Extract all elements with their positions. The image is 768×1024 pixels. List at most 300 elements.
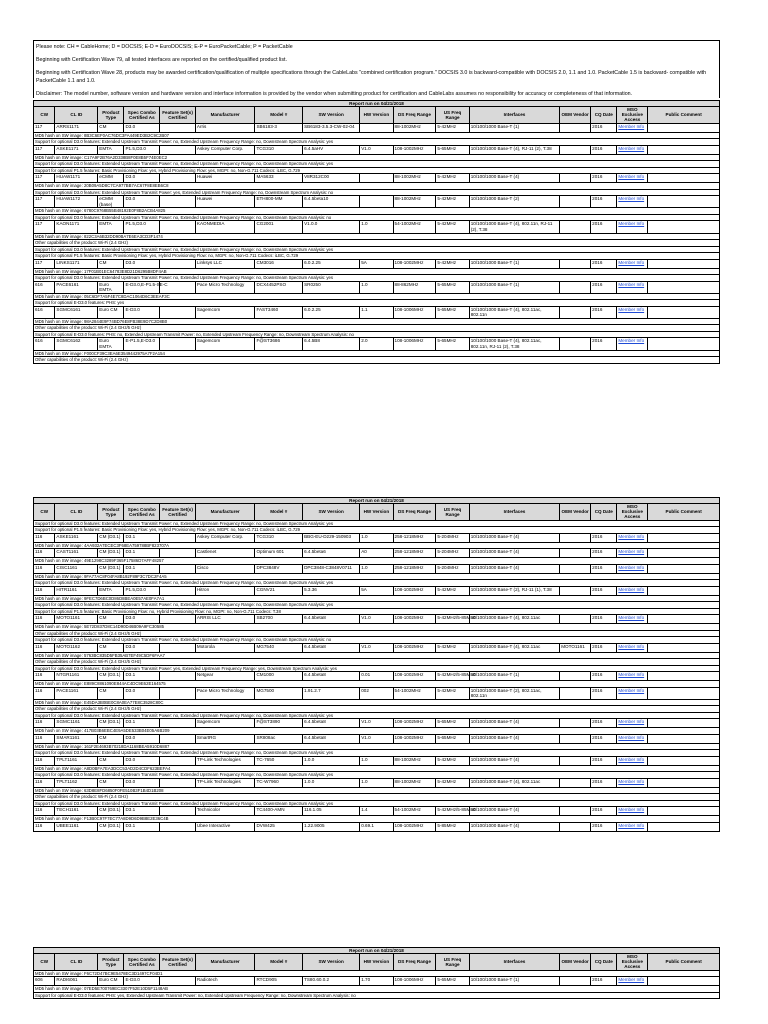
table-cell: Huawei (195, 174, 255, 183)
column-header: MSO Exclusive Access (617, 504, 648, 521)
table-cell: A0 (360, 549, 393, 558)
table-cell: 5-42MHz (436, 778, 469, 787)
product-row (34, 259, 720, 268)
table-cell (648, 338, 720, 350)
product-detail-text: MD5 hash on SW image: 5763BC835D5FB35AB7EF49C5DF6FAA7 (34, 652, 720, 659)
table-cell: HUAW1172 (55, 196, 98, 208)
column-header: Interfaces (469, 504, 559, 521)
product-detail-text: MD5 hash on SW image: E45DA3B0BE0C8A0EA77E8C3528C80C (34, 699, 720, 706)
product-detail-text: MD5 hash on SW image: 98A2844E9F74BD76E8FB38E9D7C2D8B0 (34, 318, 720, 325)
table-cell (617, 564, 648, 573)
table-cell: 6.4.5beta8 (303, 672, 360, 681)
table-cell: 108-1002MHz (393, 822, 436, 831)
product-detail-text: MD5 hash on SW image: 6780C9768B55B48192E0F8B2ACB4A825 (34, 208, 720, 215)
table-cell: 10/100/1000 Base-T (4) (469, 807, 559, 816)
table-cell: SR808ac (255, 734, 303, 743)
table-cell: 2016 (591, 615, 617, 624)
table-cell: P1.5,D3.0 (124, 221, 160, 233)
table-cell: 5-65MHz (436, 306, 469, 318)
table-cell (648, 719, 720, 728)
product-detail-text: MD5 hash on SW image: 63D8E8FD6850F0FE510B3F1B4D1B208 (34, 787, 720, 794)
table-cell: CM (D3.1) (98, 672, 124, 681)
table-cell (560, 281, 591, 293)
member-info-link[interactable]: Member Info (618, 977, 645, 983)
product-detail-text: MD5 hash on SW image: 822C3A6B32DD90BA7E6EA3CD3F1474 (34, 233, 720, 240)
table-cell: TS80.60.0.2 (303, 977, 360, 986)
member-info-link[interactable]: Member Info (618, 564, 645, 570)
table-cell: 258-1218MHz (393, 549, 436, 558)
product-row (34, 778, 720, 787)
product-detail-text: Support for optional D3.0 features: Extended Upstream Transmit Power: no, Extended Upstream Frequency Range: no, Downstream Spectrum Analysis: yes (34, 580, 720, 587)
table-cell: TECH1161 (55, 807, 98, 816)
table-cell (617, 145, 648, 154)
table-cell: 10/100/1000 Base-T (4), RJ-11 (2), T.38 (469, 145, 559, 154)
table-cell: 10/100/1000 Base-T (4) (469, 174, 559, 183)
product-row (34, 196, 720, 208)
table-cell: Euro EMTA (98, 338, 124, 350)
column-header: Spec Combo Certified As (124, 107, 160, 124)
table-cell: 10/100/1000 Base-T (2), RJ-11 (1), T.38 (469, 586, 559, 595)
table-cell: 88-1002MHz (393, 196, 436, 208)
table-cell: ASKE1171 (55, 145, 98, 154)
member-info-link[interactable]: Member Info (618, 338, 645, 344)
table-cell: CM (D3.1) (98, 533, 124, 542)
table-cell: 002 (360, 687, 393, 699)
product-detail-text: MD5 hash on SW image: 05C6DF7A5F4E7C8DAC1064D6C3EEAF3C (34, 293, 720, 300)
column-header: OEM Vendor (560, 504, 591, 521)
product-row (34, 807, 720, 816)
table-cell: DPC3848V (255, 564, 303, 573)
table-cell: HUAW1171 (55, 174, 98, 183)
column-header: DS Freq Range (393, 954, 436, 971)
column-header: Feature Set(s) Certified (160, 504, 196, 521)
product-detail-text: Support for optional D3.0 features: Extended Upstream Transmit Power: no, Extended Upstream Frequency Range: no, Downstream Spectrum Analysis: yes (34, 161, 720, 168)
table-cell: MA5633 (255, 174, 303, 183)
member-info-link[interactable]: Member Info (618, 719, 645, 725)
member-info-link[interactable]: Member Info (618, 586, 645, 592)
table-cell (648, 549, 720, 558)
table-cell: ASKE1161 (55, 533, 98, 542)
table-cell: CAST1161 (55, 549, 98, 558)
product-detail-text: Support for optional P1.5 features: Basic Provisioning Flow: yes, Hybrid Provisioning Flow: yes, MGPI: no, Non-G.711 Codecs: iLBC, G.729 (34, 167, 720, 174)
table-cell: 2016 (591, 123, 617, 132)
product-row (34, 977, 720, 986)
table-cell: MG7500 (255, 687, 303, 699)
table-cell: 116 (34, 564, 55, 573)
column-header: Manufacturer (195, 504, 255, 521)
member-info-link[interactable]: Member Info (618, 756, 645, 762)
table-cell (160, 533, 196, 542)
member-info-link[interactable]: Member Info (618, 259, 645, 265)
table-cell: ETH800-MM (255, 196, 303, 208)
table-cell: 5-42MHz/5-85MHz (436, 672, 469, 681)
table-cell: P1.5,D3.0 (124, 145, 160, 154)
table-cell (617, 807, 648, 816)
table-cell (617, 778, 648, 787)
table-cell (617, 687, 648, 699)
table-cell: 10/100/1000 Base-T (1) (469, 123, 559, 132)
member-info-link[interactable]: Member Info (618, 687, 645, 693)
product-detail-text: MD5 hash on SW image: 9FA77AC8F04FA8B192F89F3C7DC2F4A5 (34, 573, 720, 580)
table-cell: 5-204MHz (436, 564, 469, 573)
table-cell: 0.01 (360, 672, 393, 681)
table-cell: 116 (34, 549, 55, 558)
table-cell (160, 643, 196, 652)
note-wave-28: Beginning with Certification Wave 28, products may be awarded certification/qualification of multiple specifications through the CableLabs "combined certification program." DOCSIS 3.0 is backward-compatible with DOCSIS 2.0, 1.1 and 1.0. PacketCable 1.5 is backward- compatible with PacketCable 1.1 and 1.0. (36, 70, 707, 84)
table-cell: 108-1002MHz (393, 259, 436, 268)
table-cell: Pace Micro Technology (195, 281, 255, 293)
table-cell (617, 549, 648, 558)
table-cell: E-P1.5,E-D3.0 (124, 338, 160, 350)
table-cell: 10/100/1000 Base-T (1) (469, 259, 559, 268)
column-header: OEM Vendor (560, 107, 591, 124)
table-cell: 2016 (591, 145, 617, 154)
table-cell (560, 734, 591, 743)
table-cell: 88-1002MHz (393, 174, 436, 183)
table-cell: V1.0 (360, 734, 393, 743)
table-cell: EMTA (98, 586, 124, 595)
table-cell: 108-1002MHz (393, 734, 436, 743)
member-info-link[interactable]: Member Info (618, 778, 645, 784)
column-header: Manufacturer (195, 107, 255, 124)
table-cell (160, 807, 196, 816)
table-cell: KAONMEDIA (195, 221, 255, 233)
table-cell: Hitron (195, 586, 255, 595)
table-cell: 1.1 (360, 306, 393, 318)
table-cell: SB2700 (255, 615, 303, 624)
table-cell: 108-1002MHz (393, 672, 436, 681)
table-cell: D3.0 (124, 259, 160, 268)
table-cell: 5-42MHz (436, 221, 469, 233)
table-cell (160, 778, 196, 787)
product-detail-text: MD5 hash on SW image: 9FEC7D6BC0D86D8BEA0E57AE0FA7A1 (34, 595, 720, 602)
table-cell: 54-1002MHz (393, 221, 436, 233)
table-cell (560, 586, 591, 595)
product-detail-text: Support for optional D3.0 features: Extended Upstream Transmit Power: yes, Extended Upstream Frequency Range: no, Downstream Spectrum Analysis: no (34, 189, 720, 196)
table-cell: SmartRG (195, 734, 255, 743)
table-cell: 1.0 (360, 533, 393, 542)
table-cell: ARRIS LLC (195, 615, 255, 624)
table-cell (648, 807, 720, 816)
table-cell: 2016 (591, 196, 617, 208)
table-cell: 1.0 (360, 756, 393, 765)
table-cell (617, 643, 648, 652)
member-info-link[interactable]: Member Info (618, 615, 645, 621)
column-header: CW (34, 107, 55, 124)
table-cell: TCG310 (255, 533, 303, 542)
product-row (34, 564, 720, 573)
table-cell: V1.0 (360, 719, 393, 728)
table-cell: MOTO1161 (55, 615, 98, 624)
table-cell (648, 145, 720, 154)
report-page-1 (33, 40, 720, 364)
table-cell: D3.0 (124, 615, 160, 624)
product-detail-text: Support for optional D3.0 features: Extended Upstream Transmit Power: no, Extended Upstream Frequency Range: no, Downstream Spectrum Analysis: no (34, 637, 720, 644)
table-cell: D3.1 (124, 807, 160, 816)
table-cell (648, 756, 720, 765)
column-header: US Freq Range (436, 954, 469, 971)
table-cell (648, 822, 720, 831)
member-info-link[interactable]: Member Info (618, 281, 645, 287)
table-cell: PACE6161 (55, 281, 98, 293)
table-header-row (34, 107, 720, 124)
table-cell: DVW425 (255, 822, 303, 831)
product-row (34, 586, 720, 595)
column-header: CL ID (55, 504, 98, 521)
table-cell: 2016 (591, 306, 617, 318)
table-cell: V1.0.0 (303, 221, 360, 233)
table-cell: 10/100/1000 Base-T (4) (469, 719, 559, 728)
product-row (34, 719, 720, 728)
table-cell (360, 174, 393, 183)
table-cell: 2016 (591, 778, 617, 787)
member-info-link[interactable]: Member Info (618, 643, 645, 649)
table-cell (160, 306, 196, 318)
table-cell: Cisco (195, 564, 255, 573)
product-detail-text: Support for optional P1.5 features: Basic Provisioning Flow: yes, Hybrid Provisioning Flow: yes, MGPI: no, Non-G.711 Codecs: iLBC, G.729 (34, 527, 720, 534)
product-detail-text: Other capabilities of the product: Wi-Fi (2.4 GHz/5 GHz) (34, 706, 720, 713)
table-cell: 5A (360, 586, 393, 595)
table-cell: 5-85MHz (436, 822, 469, 831)
table-cell (160, 719, 196, 728)
product-detail-text: MD5 hash on SW image: E889C8861090E844AC4DC9E62E164575 (34, 681, 720, 688)
table-cell: Sagemcom (195, 306, 255, 318)
table-cell: CG2001 (255, 221, 303, 233)
table-cell: 88-1002MHz (393, 123, 436, 132)
product-detail-text: Support for optional D3.0 features: Extended Upstream Transmit Power: no, Extended Upstream Frequency Range: no, Downstream Spectrum Analysis: yes (34, 772, 720, 779)
table-cell: 10/100/1000 Base-T (4) (469, 549, 559, 558)
table-cell: TC4400-AMN (255, 807, 303, 816)
note-wave-79: Beginning with Certification Wave 79, all tested interfaces are reported on the certified/qualified product list. (36, 57, 287, 64)
product-detail-text: MD5 hash on SW image: 161F2E4693B70218DA1168BEA5910D6887 (34, 743, 720, 750)
column-header: DS Freq Range (393, 107, 436, 124)
table-cell: SB6183-3.5.3-CW-02-04 (303, 123, 360, 132)
table-cell: 6.4.5beta8 (303, 643, 360, 652)
column-header: Public Comment (648, 504, 720, 521)
member-info-link[interactable]: Member Info (618, 123, 645, 129)
product-detail-text: Other capabilities of the product: Wi-Fi (2.4 GHz/5 GHz) (34, 659, 720, 666)
column-header: CL ID (55, 107, 98, 124)
table-cell: TP-Link Technologies (195, 756, 255, 765)
product-detail-text: MD5 hash on SW image: 17F01B01EC64783E8D21D6295B8DF4AB (34, 268, 720, 275)
table-cell: Euro CM (98, 977, 124, 986)
table-cell: 1.0 (360, 281, 393, 293)
product-detail-text: Support for optional P1.5 features: Basic Provisioning Flow: yes, Hybrid Provisioning Flow: no, MGPI: no, Non-G.711 Codecs: iLBC, G.729 (34, 253, 720, 260)
column-header: Product Type (98, 107, 124, 124)
table-cell (560, 533, 591, 542)
column-header: MSO Exclusive Access (617, 107, 648, 124)
product-table-3 (33, 947, 720, 999)
table-cell: 2016 (591, 756, 617, 765)
table-cell (617, 338, 648, 350)
table-cell: 6.4.5beta6 (303, 549, 360, 558)
table-cell: 2016 (591, 807, 617, 816)
table-cell: TCG310 (255, 145, 303, 154)
table-cell: 5-65MHz (436, 338, 469, 350)
table-cell: D3.0 (124, 174, 160, 183)
table-cell: SGMC6161 (55, 306, 98, 318)
table-cell: CM (D3.1) (98, 822, 124, 831)
column-header: CW (34, 504, 55, 521)
table-cell (560, 778, 591, 787)
table-cell: D3.0 (124, 643, 160, 652)
table-cell: 88-1002MHz (393, 756, 436, 765)
table-cell: 117 (34, 123, 55, 132)
member-info-link[interactable]: Member Info (618, 807, 645, 813)
product-detail-text: Support for optional D3.0 features: Extended Upstream Transmit Power: no, Extended Upstream Frequency Range: no, Downstream Spectrum Analysis: yes (34, 712, 720, 719)
table-cell: MG7540 (255, 643, 303, 652)
table-cell: Pace Micro Technology (195, 687, 255, 699)
product-row (34, 822, 720, 831)
table-cell (160, 564, 196, 573)
column-header: Interfaces (469, 107, 559, 124)
table-cell: CM (D3.1) (98, 549, 124, 558)
table-cell: 2016 (591, 564, 617, 573)
column-header: HW Version (360, 954, 393, 971)
table-cell: 5-65MHz (436, 145, 469, 154)
table-cell (160, 615, 196, 624)
table-cell: 108-1002MHz (393, 145, 436, 154)
member-info-link[interactable]: Member Info (618, 221, 645, 227)
member-info-link[interactable]: Member Info (618, 306, 645, 312)
table-cell: MOTO1161 (560, 643, 591, 652)
table-cell: D3.1 (124, 549, 160, 558)
table-cell (617, 259, 648, 268)
member-info-link[interactable]: Member Info (618, 196, 645, 202)
table-cell: 5-42MHz (436, 687, 469, 699)
member-info-link[interactable]: Member Info (618, 672, 645, 678)
table-cell: 2016 (591, 719, 617, 728)
table-cell: 10/100/1000 Base-T (4), 802.11ac (469, 778, 559, 787)
product-detail-text: Support for optional D3.0 features: Extended Upstream Transmit Power: no, Extended Upstream Frequency Range: no, Downstream Spectrum Analysis: no (34, 214, 720, 221)
member-info-link[interactable]: Member Info (618, 549, 645, 555)
member-info-link[interactable]: Member Info (618, 822, 645, 828)
table-cell (617, 672, 648, 681)
member-info-link[interactable]: Member Info (618, 533, 645, 539)
table-cell: CM (98, 778, 124, 787)
table-cell: 5-204MHz (436, 549, 469, 558)
table-cell: CM3016 (255, 259, 303, 268)
table-header-row (34, 954, 720, 971)
table-cell (560, 221, 591, 233)
table-cell: 5-42MHz (436, 259, 469, 268)
member-info-link[interactable]: Member Info (618, 145, 645, 151)
column-header: HW Version (360, 107, 393, 124)
table-cell: 108-1006MHz (393, 977, 436, 986)
table-cell: PACE1161 (55, 687, 98, 699)
report-page-3 (33, 947, 720, 1024)
table-cell: CISC1161 (55, 564, 98, 573)
table-cell: D3.0 (124, 734, 160, 743)
column-header: Public Comment (648, 954, 720, 971)
table-cell: 54-1002MHz (393, 807, 436, 816)
product-detail-text: MD5 hash on SW image: 5E72D837D8C14D90D46B09A9FC30585 (34, 624, 720, 631)
table-cell: Sagemcom (195, 338, 255, 350)
product-row (34, 672, 720, 681)
table-cell: 116 (34, 719, 55, 728)
table-cell: Euro CM (98, 306, 124, 318)
table-cell: 5-42MHz/5-85MHz (436, 615, 469, 624)
table-cell: 2016 (591, 643, 617, 652)
member-info-link[interactable]: Member Info (618, 734, 645, 740)
member-info-link[interactable]: Member Info (618, 174, 645, 180)
table-cell: 116 (34, 643, 55, 652)
product-row (34, 306, 720, 318)
table-cell: D3.1 (124, 672, 160, 681)
product-detail-row (34, 357, 720, 364)
product-detail-text: Support for optional D3.0 features: Extended Upstream Transmit Power: no, Extended Upstream Frequency Range: no, Downstream Spectrum Analysis: yes (34, 750, 720, 757)
table-cell: TC-7650 (255, 756, 303, 765)
product-detail-text: Support for optional E-D3.0 features: PHS: yes (34, 300, 720, 307)
table-cell (648, 687, 720, 699)
table-cell: 5-42MHz/5-85MHz (436, 807, 469, 816)
table-cell (560, 822, 591, 831)
table-cell: 116 (34, 756, 55, 765)
product-row (34, 756, 720, 765)
table-cell (648, 564, 720, 573)
table-cell: 1.70 (360, 977, 393, 986)
table-cell: 108-1002MHz (393, 719, 436, 728)
column-header: Model # (255, 107, 303, 124)
table-cell: SGMC6162 (55, 338, 98, 350)
table-cell: Netgear (195, 672, 255, 681)
table-cell (560, 672, 591, 681)
table-cell: RTCD905 (255, 977, 303, 986)
table-cell: CM (D3.1) (98, 807, 124, 816)
table-cell (560, 807, 591, 816)
table-cell (160, 672, 196, 681)
table-cell: 5-42MHz (436, 123, 469, 132)
table-cell: 116 (34, 586, 55, 595)
table-cell: V1.0 (360, 145, 393, 154)
table-cell (360, 196, 393, 208)
table-cell: CM (98, 687, 124, 699)
table-cell (160, 338, 196, 350)
table-cell: eCMM (98, 174, 124, 183)
column-header: CQ Date (591, 954, 617, 971)
column-header: Feature Set(s) Certified (160, 107, 196, 124)
table-cell: TC-W7960 (255, 778, 303, 787)
column-header: Interfaces (469, 954, 559, 971)
table-cell (617, 719, 648, 728)
table-cell: 2016 (591, 281, 617, 293)
table-cell: Askey Computer Corp. (195, 145, 255, 154)
product-detail-text: Other capabilities of the product: Wi-Fi (2.4 GHz) (34, 240, 720, 247)
table-cell: 116 (34, 778, 55, 787)
table-cell: E-D3.0,E-P1.5-SE-C (124, 281, 160, 293)
column-header: CQ Date (591, 504, 617, 521)
product-row (34, 123, 720, 132)
table-cell: DCX4452PSO (255, 281, 303, 293)
table-cell: 10/100/1000 Base-T (1) (469, 672, 559, 681)
table-cell: 6.4.5beta8 (303, 615, 360, 624)
table-cell: D3.1 (124, 533, 160, 542)
table-cell: D3.0 (124, 778, 160, 787)
table-cell: Castlenet (195, 549, 255, 558)
table-cell: 5-65MHz (436, 719, 469, 728)
table-cell: CM1000 (255, 672, 303, 681)
product-detail-text: Other capabilities of the product: Wi-Fi (2.4 GHz) (34, 357, 720, 364)
table-cell (560, 145, 591, 154)
table-cell (560, 977, 591, 986)
table-cell: 616 (34, 281, 55, 293)
table-cell: MOTO1162 (55, 643, 98, 652)
table-cell: eCMM (base) (98, 196, 124, 208)
table-cell: 116 (34, 672, 55, 681)
product-detail-text: MD5 hash on SW image: F6C72D47BC9E5478EC3D1497CF04D1 (34, 970, 720, 977)
table-cell: SR0250 (303, 281, 360, 293)
table-cell: UBEE1161 (55, 822, 98, 831)
